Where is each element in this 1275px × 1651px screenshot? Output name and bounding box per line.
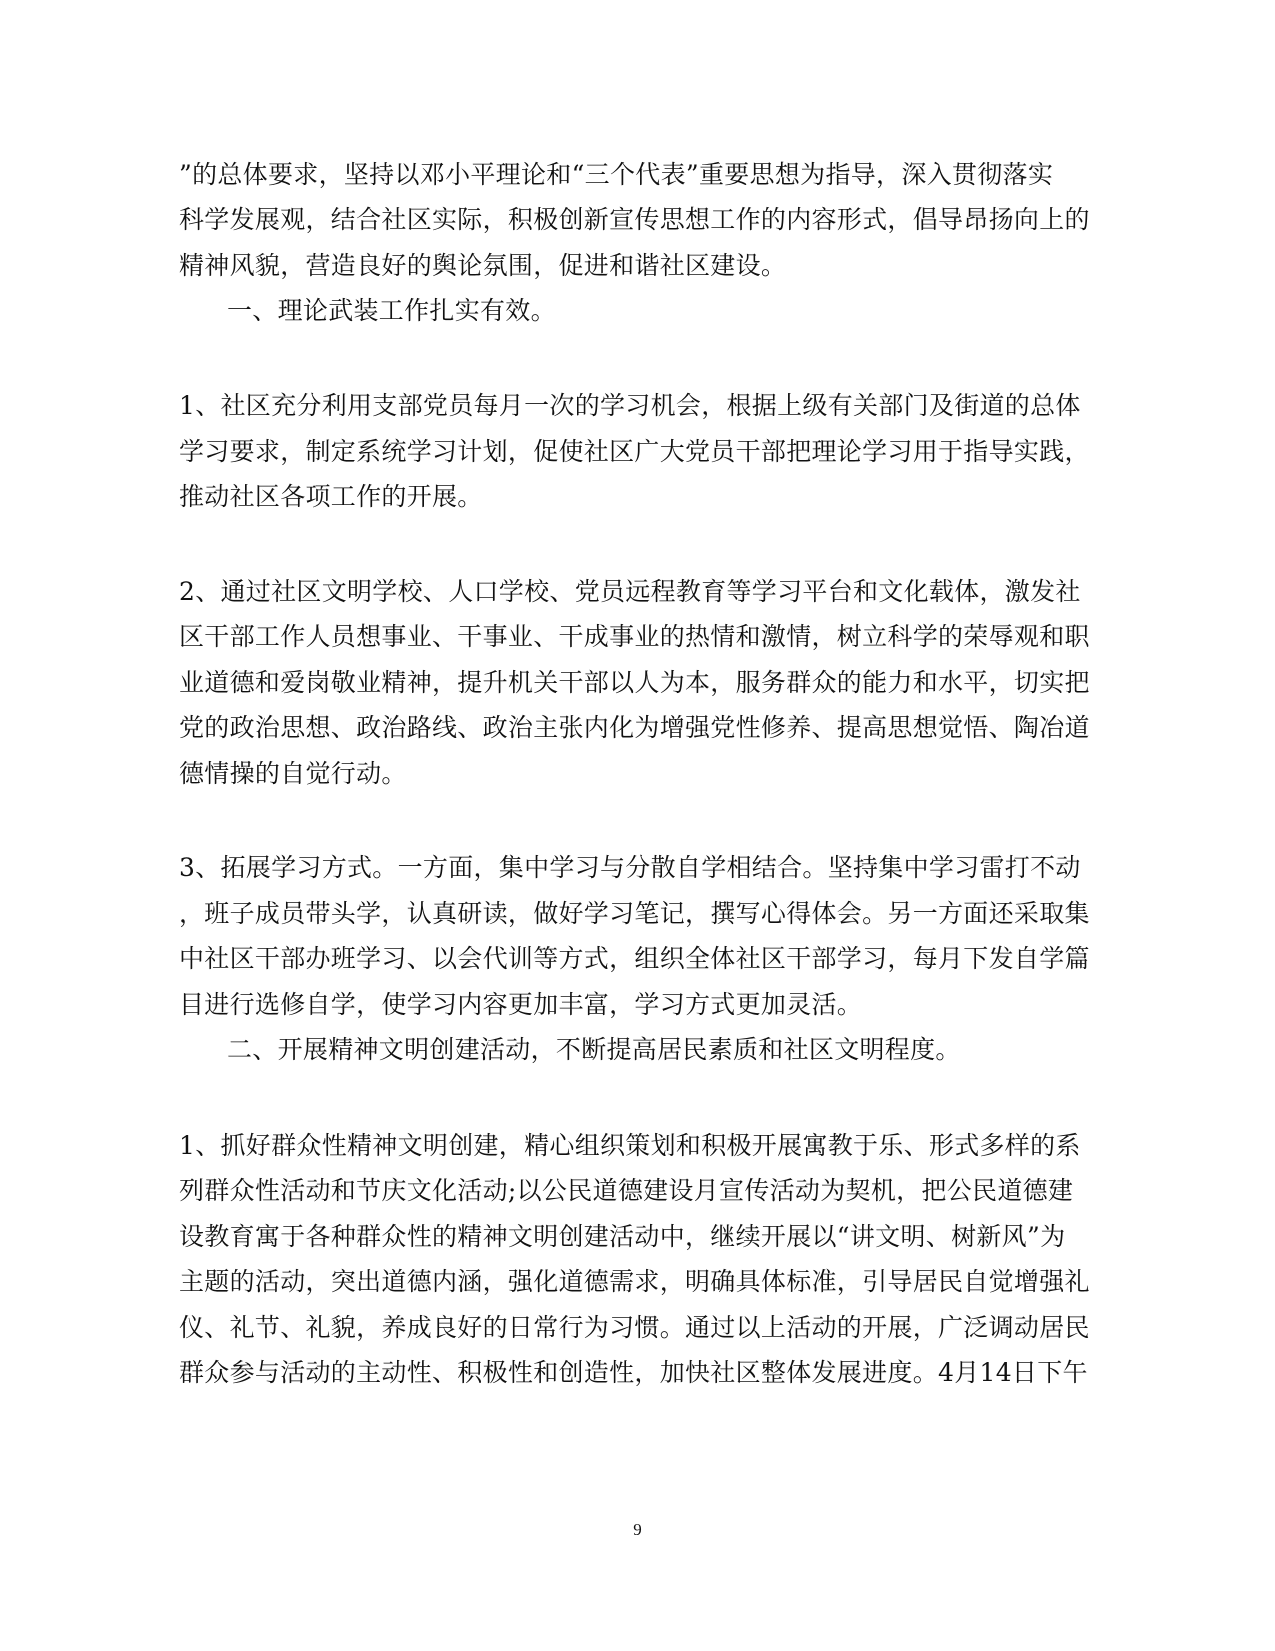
text-line: 学习要求，制定系统学习计划，促使社区广大党员干部把理论学习用于指导实践， <box>179 437 1090 466</box>
text-line: 党的政治思想、政治路线、政治主张内化为增强党性修养、提高思想觉悟、陶冶道 <box>179 713 1090 742</box>
text-line: 群众参与活动的主动性、积极性和创造性，加快社区整体发展进度。4月14日下午 <box>179 1358 1088 1387</box>
text-line: 中社区干部办班学习、以会代训等方式，组织全体社区干部学习，每月下发自学篇 <box>179 944 1090 973</box>
text-line: 列群众性活动和节庆文化活动;以公民道德建设月宣传活动为契机，把公民道德建 <box>179 1176 1074 1205</box>
text-line: 科学发展观，结合社区实际，积极创新宣传思想工作的内容形式，倡导昂扬向上的 <box>179 205 1090 234</box>
text-line: 精神风貌，营造良好的舆论氛围，促进和谐社区建设。 <box>179 251 787 280</box>
text-line: 业道德和爱岗敬业精神，提升机关干部以人为本，服务群众的能力和水平，切实把 <box>179 668 1090 697</box>
section-heading: 二、开展精神文明创建活动，不断提高居民素质和社区文明程度。 <box>227 1035 961 1064</box>
text-line: 1、社区充分利用支部党员每月一次的学习机会，根据上级有关部门及街道的总体 <box>179 391 1081 420</box>
section-heading: 一、理论武装工作扎实有效。 <box>227 296 556 325</box>
text-line: 推动社区各项工作的开展。 <box>179 482 483 511</box>
page-number: 9 <box>633 1520 642 1539</box>
text-line: 3、拓展学习方式。一方面，集中学习与分散自学相结合。坚持集中学习雷打不动 <box>179 853 1081 882</box>
text-line: 主题的活动，突出道德内涵，强化道德需求，明确具体标准，引导居民自觉增强礼 <box>179 1267 1090 1296</box>
text-line: 区干部工作人员想事业、干事业、干成事业的热情和激情，树立科学的荣辱观和职 <box>179 622 1090 651</box>
text-line: 1、抓好群众性精神文明创建，精心组织策划和积极开展寓教于乐、形式多样的系 <box>179 1131 1081 1160</box>
text-line: 2、通过社区文明学校、人口学校、党员远程教育等学习平台和文化载体，激发社 <box>179 577 1081 606</box>
text-line: ，班子成员带头学，认真研读，做好学习笔记，撰写心得体会。另一方面还采取集 <box>179 899 1090 928</box>
text-line: ”的总体要求，坚持以邓小平理论和“三个代表”重要思想为指导，深入贯彻落实 <box>179 160 1054 189</box>
text-line: 目进行选修自学，使学习内容更加丰富，学习方式更加灵活。 <box>179 990 863 1019</box>
text-line: 仪、礼节、礼貌，养成良好的日常行为习惯。通过以上活动的开展，广泛调动居民 <box>179 1313 1090 1342</box>
text-line: 德情操的自觉行动。 <box>179 759 407 788</box>
text-line: 设教育寓于各种群众性的精神文明创建活动中，继续开展以“讲文明、树新风”为 <box>179 1222 1066 1251</box>
